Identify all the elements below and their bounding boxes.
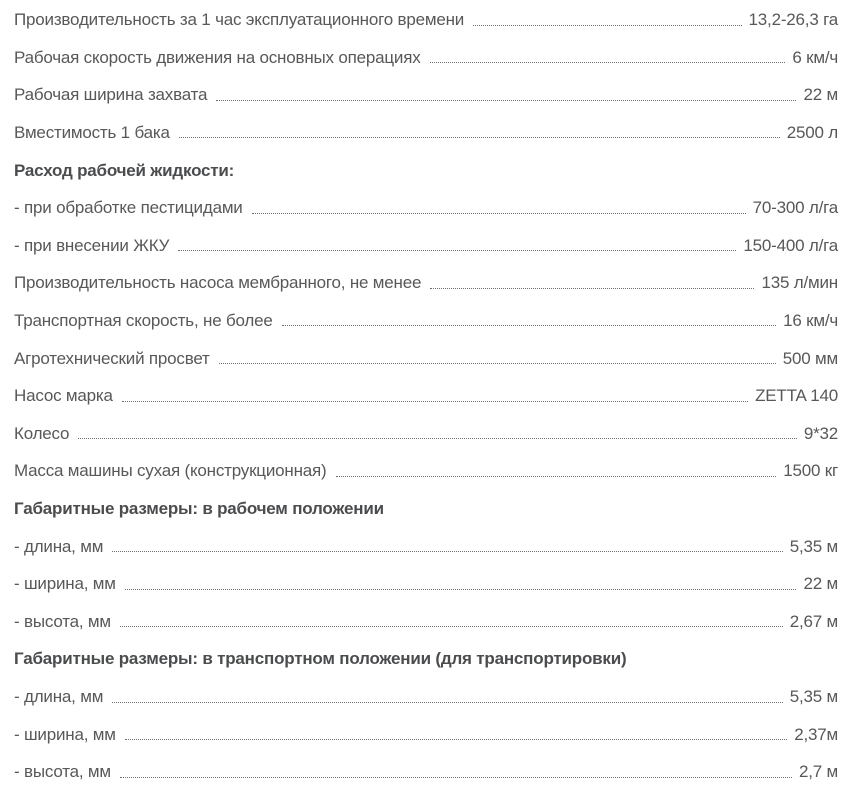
spec-row (14, 75, 838, 113)
spec-row (14, 226, 838, 264)
spec-label: Производительность насоса мембранного, не менее (14, 273, 422, 293)
spec-row (14, 564, 838, 602)
spec-value: 1500 кг (783, 461, 838, 481)
spec-value: 500 мм (782, 348, 838, 368)
spec-label: Колесо (14, 423, 70, 443)
spec-value: 2,7 м (798, 762, 838, 782)
spec-label: Рабочая скорость движения на основных операциях (14, 47, 421, 67)
spec-value: 6 км/ч (792, 47, 838, 67)
dot-leader (125, 589, 797, 590)
spec-label: - высота, мм (14, 762, 111, 782)
spec-label: - ширина, мм (14, 724, 116, 744)
spec-value: ZETTA 140 (755, 386, 838, 406)
dot-leader (219, 363, 776, 364)
section-header-label: Габаритные размеры: в рабочем положении (14, 498, 384, 518)
spec-row (14, 338, 838, 376)
dot-leader (112, 702, 783, 703)
spec-row (14, 414, 838, 452)
dot-leader (430, 62, 786, 63)
dot-leader (125, 739, 787, 740)
spec-row (14, 602, 838, 640)
dot-leader (336, 476, 777, 477)
spec-value: 5,35 м (789, 687, 838, 707)
spec-value: 13,2-26,3 га (748, 10, 838, 30)
dot-leader (179, 137, 780, 138)
spec-label: Насос марка (14, 386, 113, 406)
spec-label: Вместимость 1 бака (14, 122, 170, 142)
spec-value: 2,37м (794, 724, 838, 744)
dot-leader (178, 250, 736, 251)
dot-leader (78, 438, 797, 439)
spec-row (14, 677, 838, 715)
spec-value: 22 м (803, 574, 838, 594)
spec-row (14, 451, 838, 489)
dot-leader (120, 777, 792, 778)
spec-label: - высота, мм (14, 611, 111, 631)
spec-value: 22 м (803, 85, 838, 105)
dot-leader (120, 626, 783, 627)
spec-label: - длина, мм (14, 687, 104, 707)
dot-leader (282, 325, 776, 326)
spec-value: 150-400 л/га (743, 235, 838, 255)
spec-row (14, 188, 838, 226)
spec-row (14, 0, 838, 38)
spec-label: - при внесении ЖКУ (14, 235, 170, 255)
spec-row (14, 715, 838, 753)
spec-label: - длина, мм (14, 536, 104, 556)
spec-value: 70-300 л/га (752, 198, 838, 218)
section-header (14, 639, 838, 677)
spec-label: Производительность за 1 час эксплуатационного времени (14, 10, 465, 30)
spec-value: 9*32 (803, 423, 838, 443)
spec-row (14, 301, 838, 339)
spec-value: 2,67 м (789, 611, 838, 631)
spec-value: 16 км/ч (783, 310, 838, 330)
dot-leader (473, 25, 741, 26)
spec-value: 135 л/мин (761, 273, 838, 293)
dot-leader (252, 213, 746, 214)
spec-row (14, 527, 838, 565)
section-header (14, 150, 838, 188)
spec-row (14, 752, 838, 790)
dot-leader (430, 288, 754, 289)
spec-label: - ширина, мм (14, 574, 116, 594)
section-header-label: Расход рабочей жидкости: (14, 160, 235, 180)
spec-row (14, 38, 838, 76)
dot-leader (112, 551, 783, 552)
spec-value: 2500 л (786, 122, 838, 142)
spec-row (14, 376, 838, 414)
dot-leader (122, 401, 748, 402)
spec-value: 5,35 м (789, 536, 838, 556)
spec-row (14, 263, 838, 301)
section-header-label: Габаритные размеры: в транспортном положении (для транспортировки) (14, 649, 627, 669)
spec-row (14, 113, 838, 151)
spec-label: - при обработке пестицидами (14, 198, 243, 218)
spec-label: Транспортная скорость, не более (14, 310, 273, 330)
dot-leader (216, 100, 796, 101)
spec-label: Рабочая ширина захвата (14, 85, 208, 105)
section-header (14, 489, 838, 527)
spec-label: Агротехнический просвет (14, 348, 210, 368)
spec-label: Масса машины сухая (конструкционная) (14, 461, 327, 481)
